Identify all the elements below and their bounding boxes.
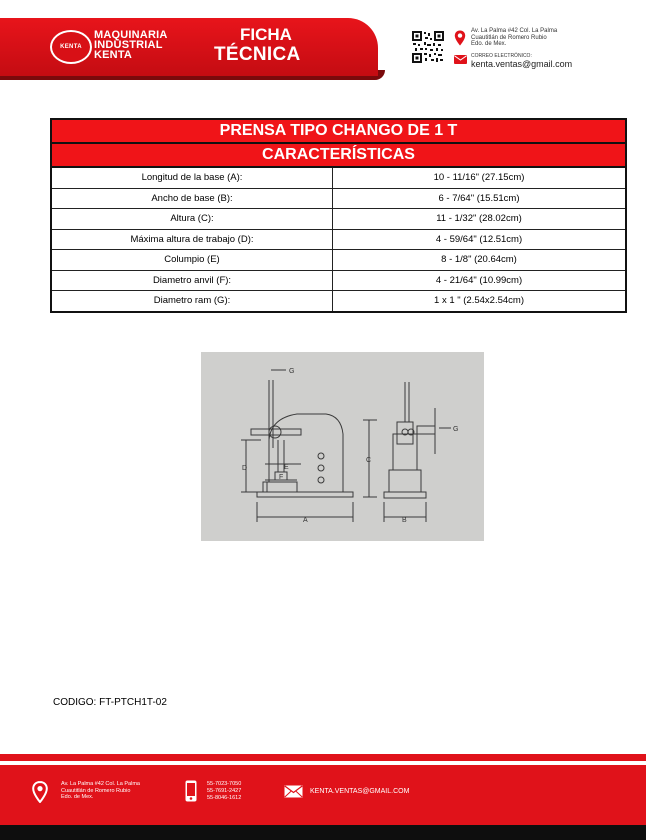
dimension-label-d: D <box>242 465 248 472</box>
footer-address-line1: Av. La Palma #42 Col. La Palma <box>61 781 140 787</box>
table-row <box>51 270 626 291</box>
row-value: 1 x 1 " (2.54x2.54cm) <box>333 291 627 312</box>
table-row <box>51 291 626 312</box>
dimension-label-f: F <box>279 474 284 481</box>
phone-icon <box>185 780 197 802</box>
table-row <box>51 167 626 188</box>
table-title: PRENSA TIPO CHANGO DE 1 T <box>51 119 626 143</box>
dimension-label-g-front: G <box>453 426 459 433</box>
row-value: 11 - 1/32" (28.02cm) <box>333 209 627 230</box>
row-label: Máxima altura de trabajo (D): <box>51 229 333 250</box>
footer-address <box>61 781 140 801</box>
mail-icon <box>454 55 467 64</box>
dimension-label-b: B <box>402 517 407 524</box>
footer-phone-list <box>207 781 241 802</box>
row-value: 4 - 59/64" (12.51cm) <box>333 229 627 250</box>
table-row <box>51 209 626 230</box>
header-address-line1: Av. La Palma #42 Col. La Palma <box>471 28 558 34</box>
header-address-line3: Edo. de Mex. <box>471 41 507 47</box>
row-label: Columpio (E) <box>51 250 333 271</box>
row-label: Ancho de base (B): <box>51 188 333 209</box>
footer-phone-3: 55-8046-1612 <box>207 795 242 801</box>
table-title-row <box>51 119 626 143</box>
dimension-label-a: A <box>303 517 308 524</box>
logo-badge-text: KENTA <box>60 44 82 50</box>
qr-code-icon <box>411 30 445 64</box>
row-value: 6 - 7/64" (15.51cm) <box>333 188 627 209</box>
company-name-line2: INDUSTRIAL <box>94 39 163 51</box>
dimension-label-e: E <box>284 464 289 471</box>
footer-top-stripe <box>0 754 646 761</box>
footer-bottom-bar <box>0 825 646 840</box>
location-pin-icon <box>454 30 466 46</box>
footer-address-line3: Edo. de Mex. <box>61 794 94 800</box>
footer-location-pin-icon <box>32 781 48 803</box>
table-row <box>51 250 626 271</box>
doc-type-line2: TÉCNICA <box>214 44 301 65</box>
row-value: 4 - 21/64" (10.99cm) <box>333 270 627 291</box>
company-name-line1: MAQUINARIA <box>94 29 168 41</box>
row-label: Longitud de la base (A): <box>51 167 333 188</box>
company-name-line3: KENTA <box>94 49 133 61</box>
footer-mail-icon <box>284 785 303 798</box>
footer-divider <box>0 762 646 764</box>
footer-phone-2: 55-7691-2427 <box>207 788 242 794</box>
doc-type-line1: FICHA <box>240 25 292 44</box>
spec-table <box>50 118 627 313</box>
dimension-label-c: C <box>366 457 372 464</box>
company-name <box>94 30 168 60</box>
email-label: CORREO ELECTRÓNICO: <box>471 53 532 59</box>
header-email: kenta.ventas@gmail.com <box>471 59 573 69</box>
document-code: CODIGO: FT-PTCH1T-02 <box>53 697 167 708</box>
row-value: 10 - 11/16" (27.15cm) <box>333 167 627 188</box>
table-subtitle: CARACTERÍSTICAS <box>51 143 626 167</box>
header-address-line2: Cuautitlán de Romero Rubio <box>471 34 547 41</box>
table-row <box>51 229 626 250</box>
table-subtitle-row <box>51 143 626 167</box>
dimension-label-g: G <box>289 368 295 375</box>
row-label: Altura (C): <box>51 209 333 230</box>
footer-email: KENTA.VENTAS@GMAIL.COM <box>310 788 410 795</box>
row-label: Diametro ram (G): <box>51 291 333 312</box>
arbor-press-drawing <box>201 352 484 541</box>
footer-phone-1: 55-7023-7050 <box>207 781 242 787</box>
header-address <box>471 28 557 48</box>
footer-address-line2: Cuautitlán de Romero Rubio <box>61 787 131 794</box>
table-row <box>51 188 626 209</box>
row-value: 8 - 1/8" (20.64cm) <box>333 250 627 271</box>
row-label: Diametro anvil (F): <box>51 270 333 291</box>
company-logo <box>50 30 92 64</box>
